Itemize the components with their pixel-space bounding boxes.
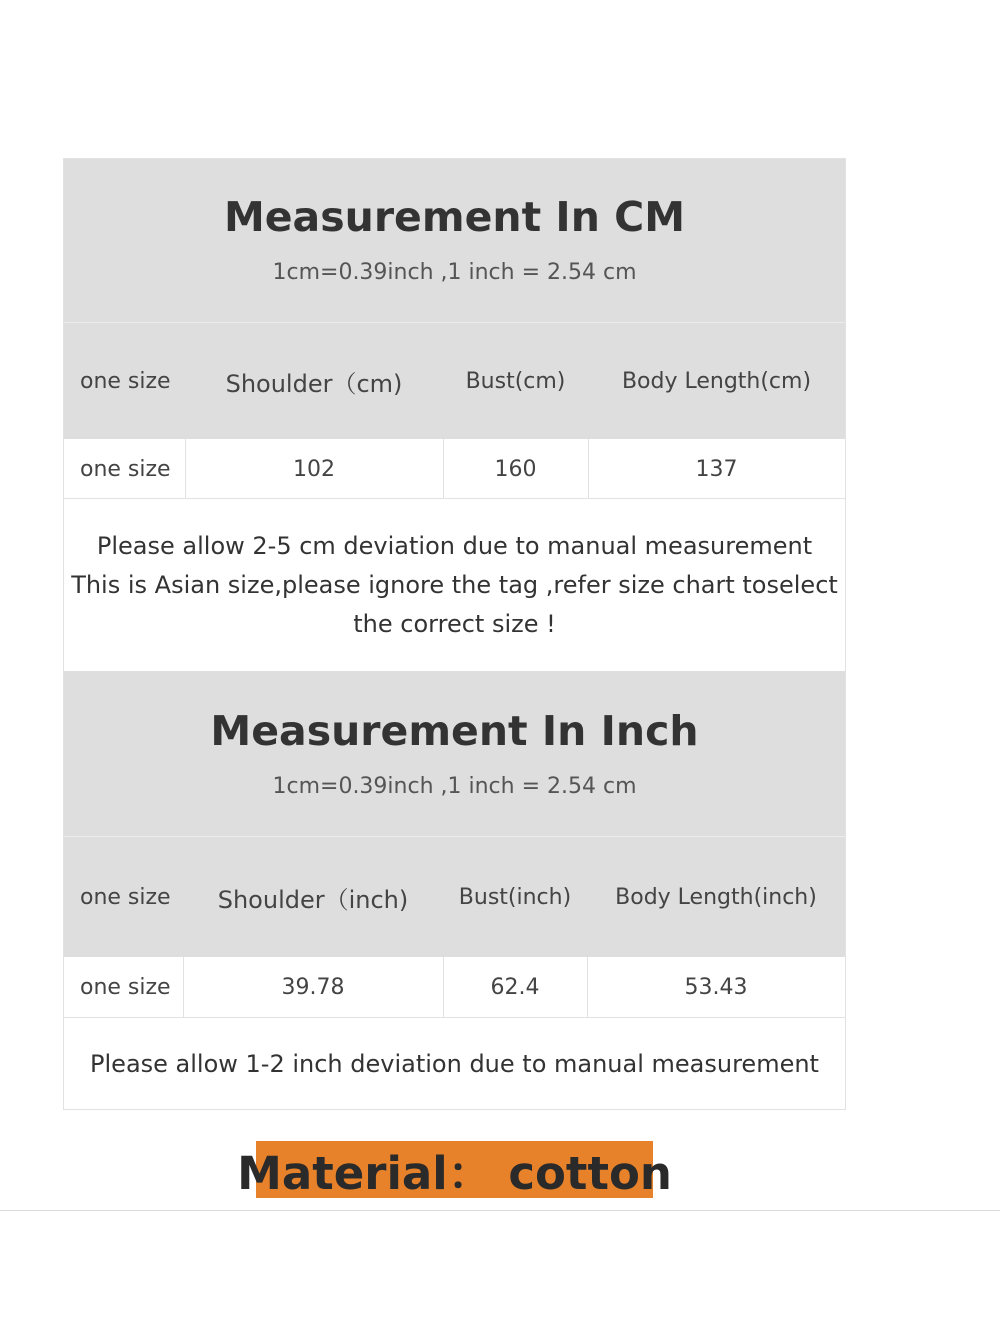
cm-col-divider — [443, 439, 444, 499]
cm-note-line: This is Asian size,please ignore the tag ,refer size chart toselect — [71, 571, 838, 599]
inch-row-size: one size — [80, 974, 171, 1000]
cm-header-length: Body Length(cm) — [621, 368, 812, 394]
inch-note-line: Please allow 1-2 inch deviation due to manual measurement — [90, 1050, 819, 1078]
inch-header-shoulder: Shoulder（inch) — [217, 885, 409, 914]
cm-note-line: Please allow 2-5 cm deviation due to manual measurement — [96, 532, 813, 560]
cm-header-bust: Bust(cm) — [465, 368, 566, 394]
cm-header-shoulder: Shoulder（cm) — [225, 369, 403, 398]
inch-col-divider — [587, 957, 588, 1017]
cm-note-line: the correct size ! — [353, 610, 556, 638]
inch-header-size: one size — [80, 884, 171, 910]
inch-row-bust: 62.4 — [490, 974, 540, 1000]
footer-divider — [0, 1210, 1000, 1211]
inch-note — [64, 1045, 845, 1084]
material-label: Material： cotton — [256, 1141, 653, 1198]
cm-row-length: 137 — [695, 456, 738, 482]
cm-title: Measurement In CM — [223, 193, 686, 241]
inch-row-divider — [64, 1017, 845, 1018]
cm-col-divider — [185, 439, 186, 499]
inch-header-length: Body Length(inch) — [615, 884, 817, 910]
cm-row-divider — [64, 498, 845, 499]
inch-col-divider — [183, 957, 184, 1017]
inch-col-divider — [443, 957, 444, 1017]
cm-header-size: one size — [80, 368, 171, 394]
cm-row-size: one size — [80, 456, 171, 482]
cm-row-shoulder: 102 — [293, 456, 335, 482]
inch-header-bust: Bust(inch) — [458, 884, 572, 910]
cm-row-bust: 160 — [494, 456, 537, 482]
cm-subtitle: 1cm=0.39inch ,1 inch = 2.54 cm — [272, 260, 637, 285]
cm-col-divider — [588, 439, 589, 499]
inch-row-shoulder: 39.78 — [281, 974, 345, 1000]
cm-note — [64, 527, 845, 644]
inch-subtitle: 1cm=0.39inch ,1 inch = 2.54 cm — [272, 774, 637, 799]
inch-title: Measurement In Inch — [210, 707, 699, 755]
inch-row-length: 53.43 — [684, 974, 748, 1000]
size-chart — [63, 158, 846, 1110]
